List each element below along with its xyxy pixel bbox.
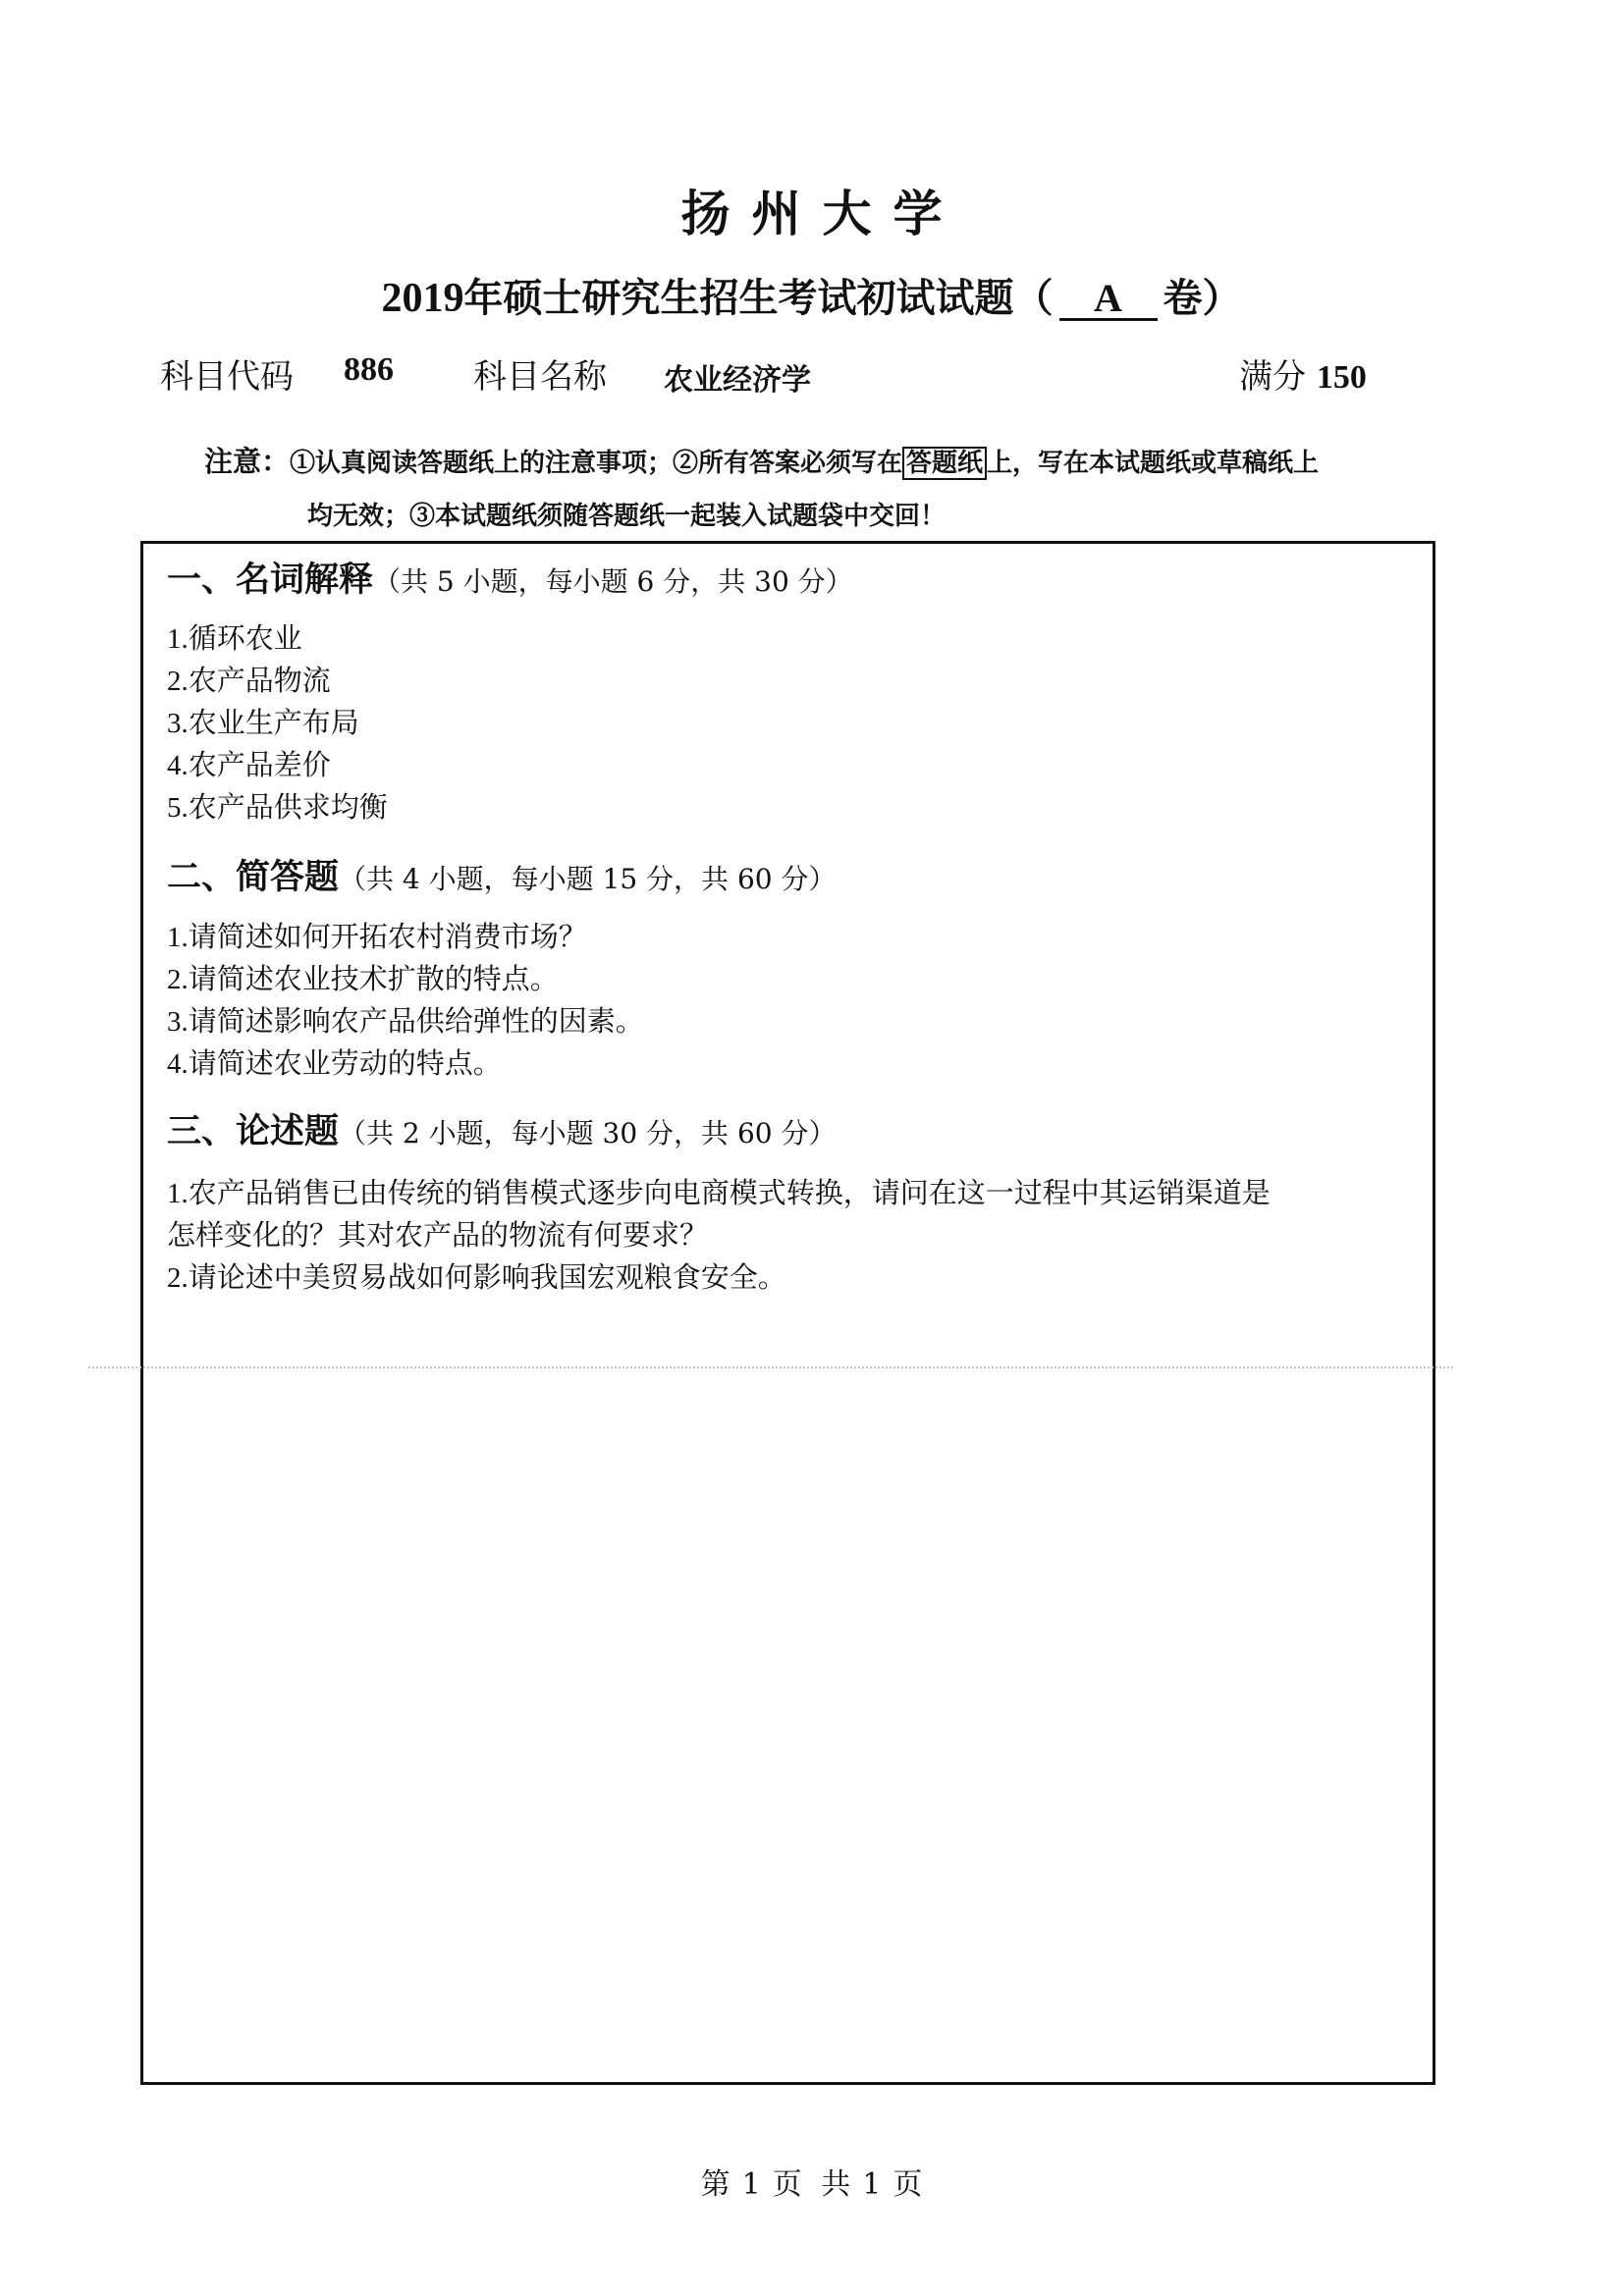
section-1-item: 5.农产品供求均衡 (167, 790, 388, 824)
notice-label: 注意： (204, 445, 291, 478)
section-1-heading: 一、名词解释（共 5 小题，每小题 6 分，共 30 分） (167, 561, 853, 600)
section-1-item: 3.农业生产布局 (167, 706, 359, 739)
exam-title-suffix: 卷） (1163, 276, 1242, 321)
section-3-item-continuation: 怎样变化的？其对农产品的物流有何要求？ (167, 1218, 709, 1252)
subject-code: 886 (344, 351, 394, 388)
subject-name-label: 科目名称 (473, 357, 607, 397)
section-2-item: 1.请简述如何开拓农村消费市场？ (167, 920, 587, 953)
university-name: 扬州大学 (680, 186, 964, 242)
section-2-item: 2.请简述农业技术扩散的特点。 (167, 962, 559, 995)
question-frame (140, 541, 1435, 2085)
exam-title-text: 年硕士研究生招生考试初试试题（ (463, 276, 1054, 321)
notice-line-1: 注意：①认真阅读答题纸上的注意事项；②所有答案必须写在 答题纸 上，写在本试题纸或草稿纸上 (204, 445, 1320, 478)
section-1-item: 4.农产品差价 (167, 748, 331, 781)
subject-code-label: 科目代码 (160, 357, 294, 397)
section-1-item: 1.循环农业 (167, 621, 302, 655)
full-score-value: 150 (1316, 359, 1367, 396)
section-2-item: 3.请简述影响农产品供给弹性的因素。 (167, 1004, 644, 1038)
page-footer: 第 1 页 共 1 页 (700, 2167, 923, 2202)
section-2-heading: 二、简答题（共 4 小题，每小题 15 分，共 60 分） (167, 858, 837, 897)
scan-artifact-line (88, 1366, 1453, 1368)
full-score: 满分 150 (1239, 357, 1367, 397)
exam-year: 2019 (381, 276, 464, 321)
page-current: 1 (741, 2167, 761, 2202)
paper-type: A (1059, 279, 1158, 321)
answer-sheet-boxed: 答题纸 (902, 447, 987, 480)
exam-title (0, 267, 1623, 323)
section-3-item: 2.请论述中美贸易战如何影响我国宏观粮食安全。 (167, 1260, 786, 1294)
section-2-item: 4.请简述农业劳动的特点。 (167, 1046, 502, 1080)
subject-name: 农业经济学 (664, 363, 811, 398)
section-3-heading: 三、论述题（共 2 小题，每小题 30 分，共 60 分） (167, 1112, 837, 1151)
section-3-item: 1.农产品销售已由传统的销售模式逐步向电商模式转换，请问在这一过程中其运销渠道是 (167, 1176, 1271, 1209)
page-total: 1 (862, 2167, 882, 2202)
notice-line-2: 均无效；③本试题纸须随答题纸一起装入试题袋中交回！ (307, 502, 947, 531)
section-1-item: 2.农产品物流 (167, 664, 331, 697)
